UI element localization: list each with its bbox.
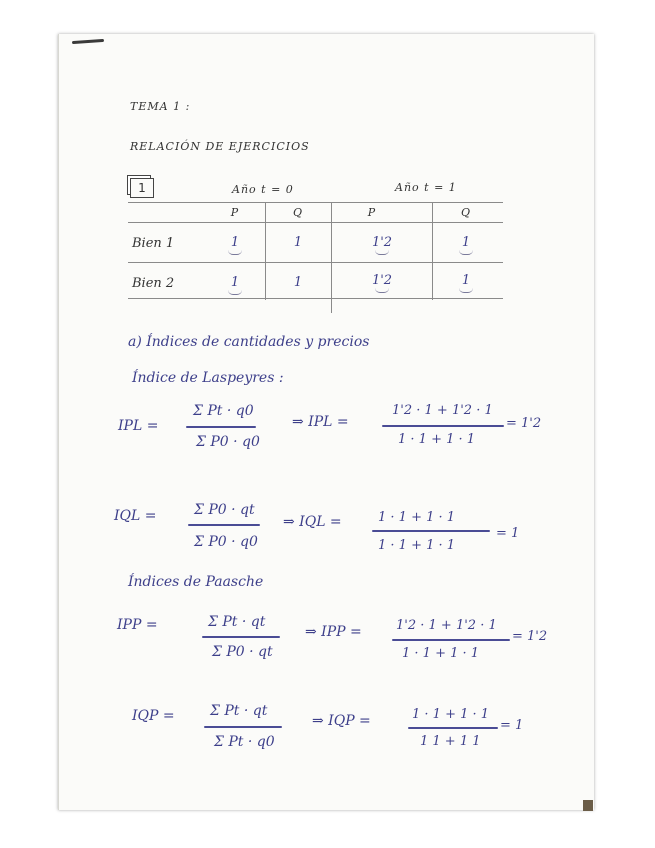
iql-numerator: Σ P0 · qt xyxy=(194,502,255,518)
ipp-denominator: Σ P0 · qt xyxy=(212,644,273,660)
iql-name: IQL = xyxy=(114,508,157,524)
section-a-heading: a) Índices de cantidades y precios xyxy=(128,334,370,350)
ipl-result: = 1'2 xyxy=(506,416,542,431)
ipl-name: IPL = xyxy=(118,418,159,434)
iql-calc-denominator: 1 · 1 + 1 · 1 xyxy=(378,538,456,553)
iqp-calc-numerator: 1 · 1 + 1 · 1 xyxy=(412,707,490,722)
paasche-heading: Índices de Paasche xyxy=(128,574,264,590)
iql-calc-numerator: 1 · 1 + 1 · 1 xyxy=(378,510,456,525)
table-cell: 1'2 xyxy=(362,235,402,255)
ipp-fraction-bar xyxy=(202,636,280,638)
table-cell: 1 xyxy=(446,235,486,255)
table-cell: 1 xyxy=(215,235,255,255)
table-rule-mid xyxy=(128,262,503,263)
table-cell: 1 xyxy=(293,235,303,250)
table-col-sep-3 xyxy=(432,203,433,300)
ipl-fraction-bar xyxy=(186,426,256,428)
iql-calc-name: ⇒ IQL = xyxy=(283,514,342,530)
ipl-numerator: Σ Pt · q0 xyxy=(193,403,254,419)
table-year1-header: Año t = 1 xyxy=(395,181,457,194)
table-col-sep-2 xyxy=(331,203,332,313)
iqp-calc-name: ⇒ IQP = xyxy=(312,713,371,729)
table-col-sep-1 xyxy=(265,203,266,300)
iqp-fraction-bar xyxy=(204,726,282,728)
exercise-number: 1 xyxy=(138,181,146,195)
relacion-heading: RELACIÓN DE EJERCICIOS xyxy=(130,140,310,153)
iqp-result: = 1 xyxy=(500,718,524,733)
ipp-calc-name: ⇒ IPP = xyxy=(305,624,362,640)
table-year0-header: Año t = 0 xyxy=(232,183,294,196)
iqp-calc-denominator: 1 1 + 1 1 xyxy=(420,734,481,749)
tema-heading: TEMA 1 : xyxy=(130,100,191,113)
iqp-calc-fraction-bar xyxy=(408,727,498,729)
iqp-denominator: Σ Pt · q0 xyxy=(214,734,275,750)
table-col-header-p0: P xyxy=(230,206,240,219)
page-corner-mark xyxy=(583,800,593,811)
exercise-number-box xyxy=(130,178,154,198)
ipl-calc-fraction-bar xyxy=(382,425,504,427)
table-cell: 1 xyxy=(446,273,486,293)
iqp-name: IQP = xyxy=(132,708,175,724)
ipp-numerator: Σ Pt · qt xyxy=(208,614,266,630)
table-col-header-p1: P xyxy=(367,206,377,219)
ipl-calc-denominator: 1 · 1 + 1 · 1 xyxy=(398,432,476,447)
ipp-name: IPP = xyxy=(117,617,158,633)
table-col-header-q1: Q xyxy=(460,206,472,219)
ipp-calc-numerator: 1'2 · 1 + 1'2 · 1 xyxy=(396,618,497,633)
ipp-result: = 1'2 xyxy=(512,629,548,644)
table-rule-top xyxy=(128,202,503,203)
iql-calc-fraction-bar xyxy=(372,530,490,532)
ipl-calc-name: ⇒ IPL = xyxy=(292,414,349,430)
iql-denominator: Σ P0 · q0 xyxy=(194,534,258,550)
iql-result: = 1 xyxy=(496,526,520,541)
table-cell: 1'2 xyxy=(362,273,402,293)
ipp-calc-denominator: 1 · 1 + 1 · 1 xyxy=(402,646,480,661)
table-rule-bottom xyxy=(128,298,503,299)
table-cell: 1 xyxy=(293,275,303,290)
ipl-calc-numerator: 1'2 · 1 + 1'2 · 1 xyxy=(392,403,493,418)
ipp-calc-fraction-bar xyxy=(392,639,510,641)
iqp-numerator: Σ Pt · qt xyxy=(210,703,268,719)
table-cell: 1 xyxy=(215,275,255,295)
laspeyres-heading: Índice de Laspeyres : xyxy=(132,370,284,386)
iql-fraction-bar xyxy=(188,524,260,526)
table-row-label: Bien 1 xyxy=(132,236,175,251)
table-rule-header xyxy=(128,222,503,223)
table-row-label: Bien 2 xyxy=(132,276,175,291)
table-col-header-q0: Q xyxy=(292,206,304,219)
ipl-denominator: Σ P0 · q0 xyxy=(196,434,260,450)
